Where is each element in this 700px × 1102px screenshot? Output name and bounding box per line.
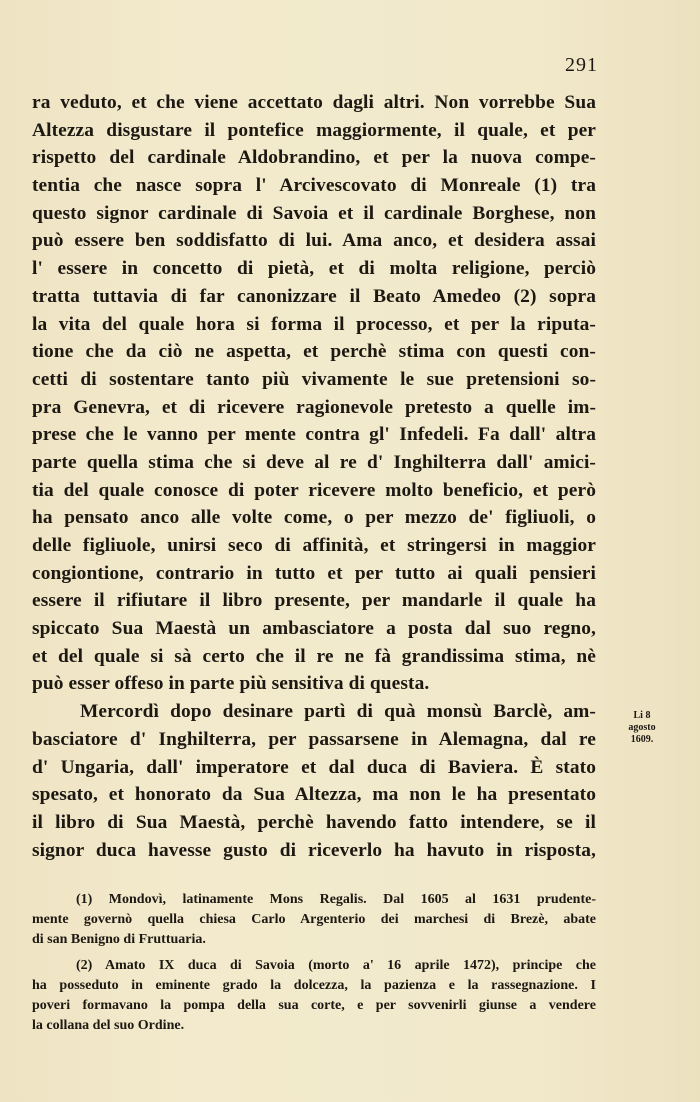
text-line: basciatore d' Inghilterra, per passarsene in Alemagna, dal re: [32, 728, 596, 750]
footnote-line: ha posseduto in eminente grado la dolcezza, la pazienza e la rassegnazione. I: [32, 978, 596, 993]
margin-note-line: 1609.: [630, 734, 654, 745]
text-line: prese che le vanno per mente contra gl' Infedeli. Fa dall' altra: [32, 424, 596, 446]
text-line: tratta tuttavia di far canonizzare il Beato Amedeo (2) sopra: [32, 285, 596, 307]
text-line: essere il rifiutare il libro presente, per mandarle il quale ha: [32, 590, 596, 612]
paragraph-end-line: può esser offeso in parte più sensitiva di questa.: [32, 673, 430, 695]
margin-date-note: [612, 710, 672, 746]
text-line: et del quale si sà certo che il re ne fà grandissima stima, nè: [32, 645, 596, 667]
text-line: pra Genevra, et di ricevere ragionevole pretesto a quelle im-: [32, 396, 596, 418]
text-line: parte quella stima che si deve al re d' Inghilterra dall' amici-: [32, 451, 596, 473]
text-line: il libro di Sua Maestà, perchè havendo fatto intendere, se il: [32, 811, 596, 833]
footnote-line: (2) Amato IX duca di Savoia (morto a' 16 aprile 1472), principe che: [76, 958, 596, 973]
footnotes: [32, 890, 596, 1036]
text-line: signor duca havesse gusto di riceverlo ha havuto in risposta,: [32, 839, 596, 861]
margin-note-line: Li 8: [633, 710, 651, 721]
footnote-line: (1) Mondovì, latinamente Mons Regalis. Dal 1605 al 1631 prudente-: [76, 892, 596, 907]
text-line: cetti di sostentare tanto più vivamente le sue pretensioni so-: [32, 368, 596, 390]
text-line: può essere ben soddisfatto di lui. Ama anco, et desidera assai: [32, 230, 596, 252]
text-line: tia del quale conosce di poter ricevere molto beneficio, et però: [32, 479, 596, 501]
text-line: la vita del quale hora si forma il processo, et per la riputa-: [32, 313, 596, 335]
text-line: questo signor cardinale di Savoia et il cardinale Borghese, non: [32, 202, 596, 224]
footnote-line: poveri formavano la pompa della sua corte, e per sovvenirli giunse a vendere: [32, 998, 596, 1013]
text-line: rispetto del cardinale Aldobrandino, et per la nuova compe-: [32, 147, 596, 169]
text-line: ha pensato anco alle volte come, o per mezzo de' figliuoli, o: [32, 507, 596, 529]
margin-note-line: agosto: [628, 722, 656, 733]
text-line: tione che da ciò ne aspetta, et perchè stima con questi con-: [32, 341, 596, 363]
text-line: Altezza disgustare il pontefice maggiormente, il quale, et per: [32, 119, 596, 141]
text-line: delle figliuole, unirsi seco di affinità, et stringersi in maggior: [32, 535, 596, 556]
main-text: [32, 89, 596, 864]
text-line: tentia che nasce sopra l' Arcivescovato di Monreale (1) tra: [32, 175, 596, 197]
footnote-line: la collana del suo Ordine.: [32, 1018, 185, 1033]
text-line: congiontione, contrario in tutto et per tutto ai quali pensieri: [32, 562, 596, 584]
text-line: l' essere in concetto di pietà, et di molta religione, perciò: [32, 258, 596, 280]
text-line: d' Ungaria, dall' imperatore et dal duca di Baviera. È stato: [32, 756, 596, 778]
footnote-line: di san Benigno di Fruttuaria.: [32, 932, 206, 947]
text-line: spesato, et honorato da Sua Altezza, ma non le ha presentato: [32, 784, 596, 806]
text-line: spiccato Sua Maestà un ambasciatore a posta dal suo regno,: [32, 618, 596, 640]
paragraph-start-line: Mercordì dopo desinare partì di quà monsù Barclè, am-: [80, 701, 596, 723]
page-number: 291: [565, 54, 598, 76]
text-line: ra veduto, et che viene accettato dagli altri. Non vorrebbe Sua: [32, 92, 596, 113]
footnote-line: mente governò quella chiesa Carlo Argenterio dei marchesi di Brezè, abate: [32, 912, 596, 927]
